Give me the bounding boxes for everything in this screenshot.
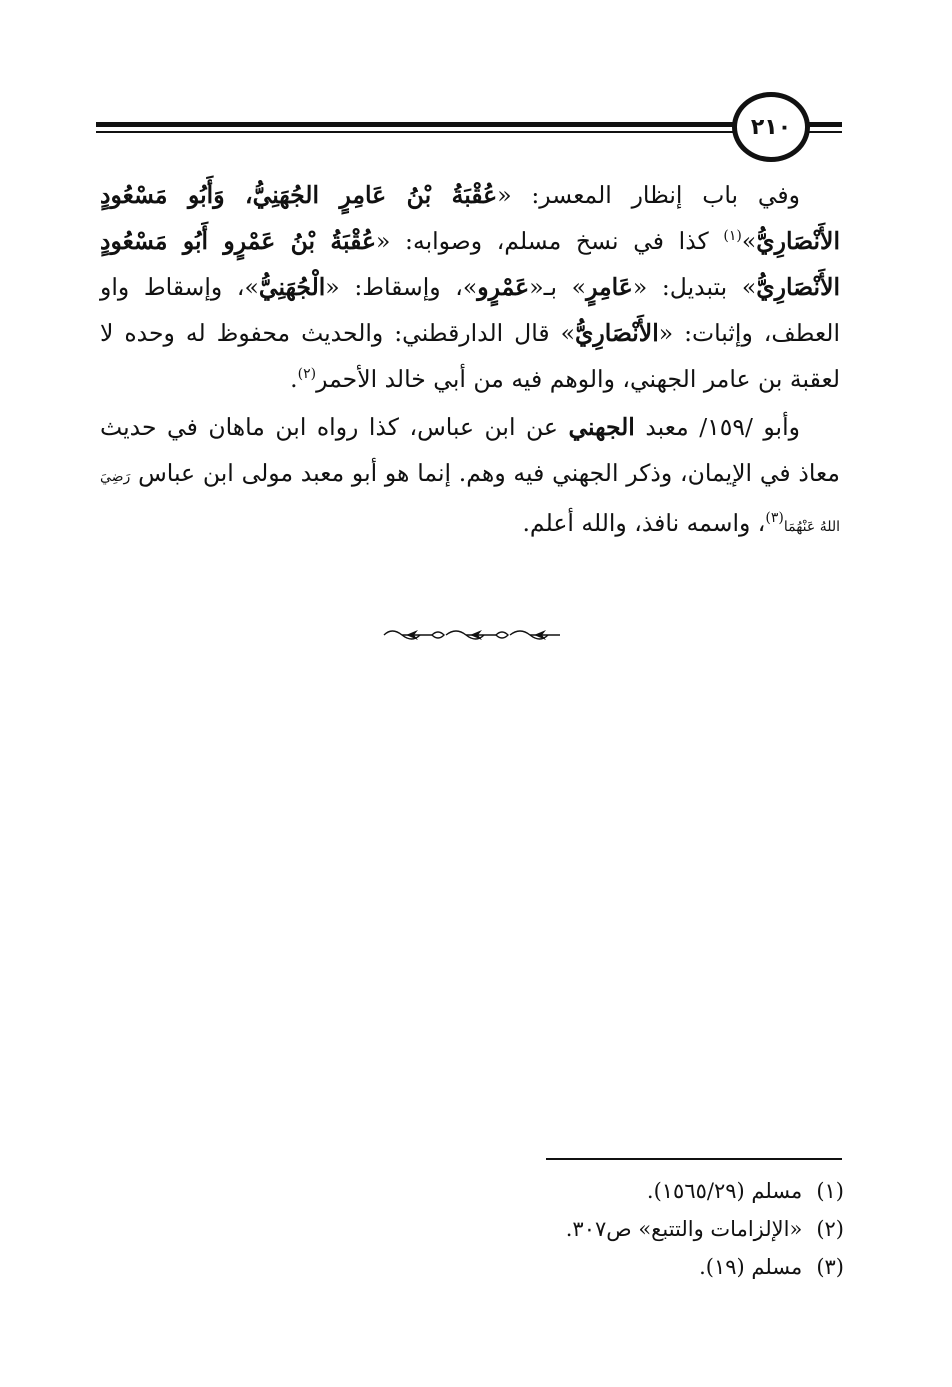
header-rule-thick (96, 122, 742, 127)
narrator-name: عَامِرٍ (586, 273, 633, 301)
footnote-3 (284, 1248, 844, 1286)
footnote-2 (284, 1210, 844, 1248)
text-run: » بتبديل: « (632, 273, 757, 301)
text-run: عن ابن عباس، كذا رواه ابن ماهان في حديث معاذ في الإيمان، وذكر الجهني فيه وهم. إنما هو أبو معبد مولى ابن عباس (100, 413, 840, 487)
text-run: » بـ« (529, 273, 587, 301)
footnote-marker-2[interactable]: (٢) (297, 366, 317, 383)
text-run: »، وإسقاط: « (325, 273, 478, 301)
text-run: وفي باب إنظار المعسر: « (497, 181, 800, 209)
footnote-text: «الإلزامات والتتبع» ص٣٠٧. (565, 1217, 803, 1241)
text-run: ، واسمه نافذ، والله أعلم. (522, 509, 766, 537)
text-run: . (290, 365, 298, 393)
footnote-text: مسلم (١٥٦٥/٢٩). (646, 1179, 803, 1203)
footnotes (284, 1172, 844, 1286)
text-run: كذا في نسخ مسلم، وصوابه: « (376, 227, 724, 255)
paragraph-2 (100, 404, 840, 550)
footnote-text: مسلم (١٩). (699, 1255, 803, 1279)
ornament-divider-icon (380, 624, 564, 646)
page-number: ٢١٠ (732, 92, 810, 162)
honorific-glyph: رَضِيَ اللهُ عَنْهُمَا (100, 469, 840, 535)
text-run: وأبو /١٥٩/ معبد (634, 413, 800, 441)
narrator-name: الجهني (568, 413, 635, 441)
footnote-marker-1[interactable]: (١) (723, 228, 742, 245)
text-run: » (741, 227, 757, 255)
narrator-name: الأَنْصَارِيُّ (574, 319, 659, 347)
narrator-name: عَمْرٍو (477, 273, 530, 301)
text-run: »، وإسقاط واو العطف، وإثبات: « (100, 273, 840, 347)
paragraph-1 (100, 172, 840, 402)
footnote-1 (284, 1172, 844, 1210)
main-text (100, 172, 840, 552)
narrator-name: عُقْبَةُ بْنُ عَمْرٍو أَبُو مَسْعُودٍ الأَنْصَارِيُّ (100, 227, 841, 301)
footnote-number: (١) (816, 1179, 844, 1203)
narrator-name: عُقْبَةُ بْنُ عَامِرٍ الجُهَنِيُّ، وَأَبُو مَسْعُودٍ الأَنْصَارِيُّ (100, 181, 840, 255)
narrator-name: الْجُهَنِيُّ (258, 273, 326, 301)
text-run: » قال الدارقطني: والحديث محفوظ له وحده لا لعقبة بن عامر الجهني، والوهم فيه من أبي خالد الأحمر (100, 319, 840, 393)
footnote-marker-3[interactable]: (٣) (765, 510, 784, 527)
footnote-separator (546, 1158, 842, 1160)
footnote-number: (٢) (816, 1217, 844, 1241)
page-header (96, 92, 842, 162)
footnote-number: (٣) (816, 1255, 844, 1279)
header-rule-thin (96, 131, 742, 133)
